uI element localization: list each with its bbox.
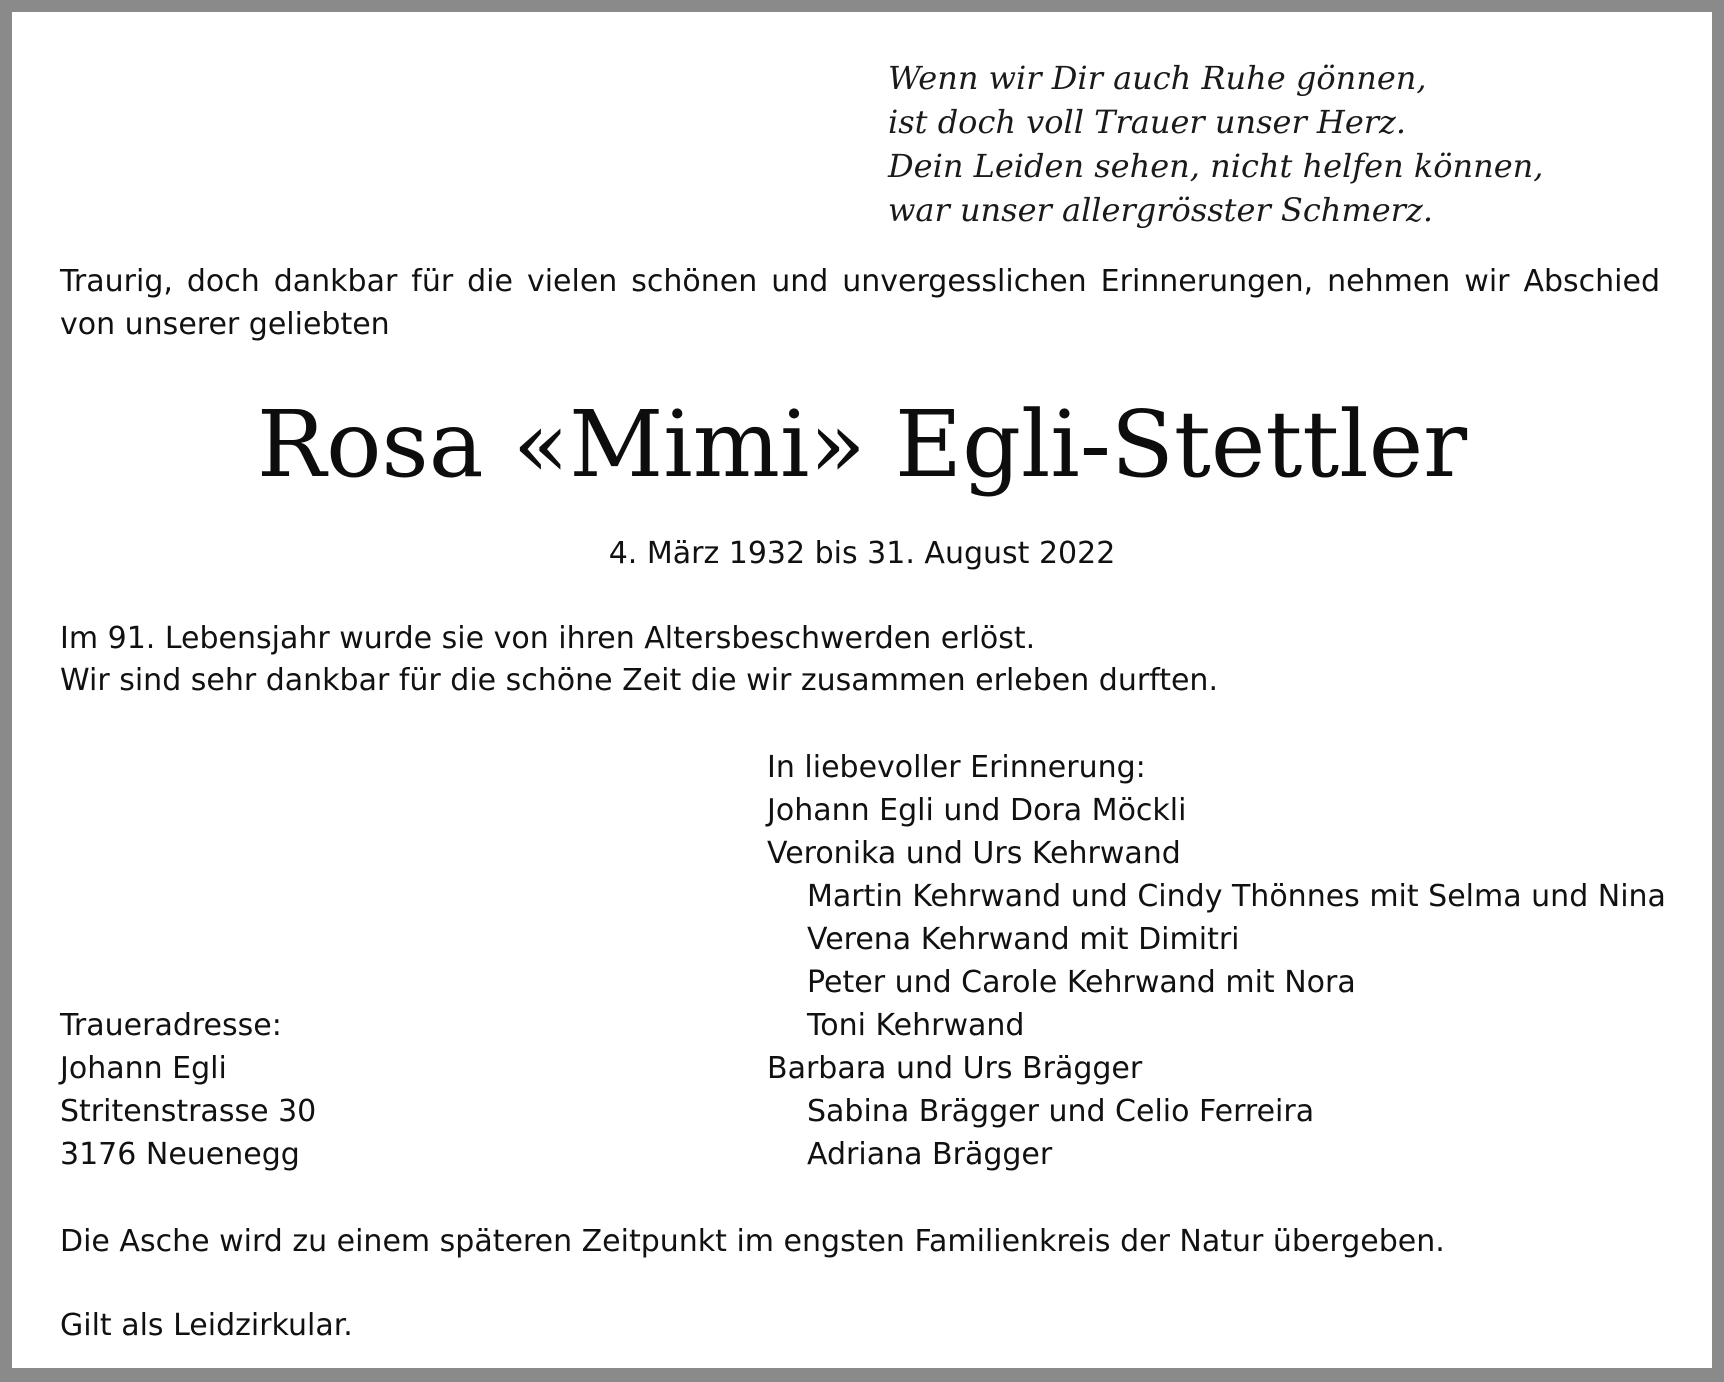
- circular-note: Gilt als Leidzirkular.: [60, 1308, 353, 1343]
- statement: [60, 618, 1660, 702]
- family-entry: Sabina Brägger und Celio Ferreira: [807, 1094, 1315, 1129]
- poem: [888, 56, 1688, 232]
- closing-text: Die Asche wird zu einem späteren Zeitpunkt im engsten Familienkreis der Natur übergeben.: [60, 1224, 1445, 1259]
- intro-text: Traurig, doch dankbar für die vielen schönen und unvergesslichen Erinnerungen, nehmen wir Abschied von unserer geliebten: [60, 264, 1660, 342]
- family-entry: Verena Kehrwand mit Dimitri: [807, 922, 1240, 957]
- mourning-address: [60, 1004, 660, 1176]
- address-label: Traueradresse:: [60, 1008, 282, 1043]
- life-dates: 4. März 1932 bis 31. August 2022: [608, 536, 1116, 571]
- family-heading: In liebevoller Erinnerung:: [767, 750, 1146, 785]
- family-entry: Veronika und Urs Kehrwand: [767, 836, 1181, 871]
- poem-line: Wenn wir Dir auch Ruhe gönnen,: [888, 59, 1427, 97]
- family-entry: Toni Kehrwand: [807, 1008, 1025, 1043]
- family-entry: Martin Kehrwand und Cindy Thönnes mit Selma und Nina: [807, 879, 1666, 914]
- poem-line: ist doch voll Trauer unser Herz.: [888, 103, 1407, 141]
- statement-line: Wir sind sehr dankbar für die schöne Zeit die wir zusammen erleben durften.: [60, 663, 1218, 698]
- poem-line: Dein Leiden sehen, nicht helfen können,: [888, 147, 1544, 185]
- family-entry: Johann Egli und Dora Möckli: [767, 793, 1187, 828]
- address-name: Johann Egli: [60, 1051, 227, 1086]
- family-list: [767, 746, 1707, 1176]
- family-entry: Peter und Carole Kehrwand mit Nora: [807, 965, 1356, 1000]
- statement-line: Im 91. Lebensjahr wurde sie von ihren Altersbeschwerden erlöst.: [60, 621, 1036, 656]
- address-city: 3176 Neuenegg: [60, 1137, 300, 1172]
- family-entry: Barbara und Urs Brägger: [767, 1051, 1143, 1086]
- deceased-name: Rosa «Mimi» Egli-Stettler: [256, 391, 1468, 498]
- poem-line: war unser allergrösster Schmerz.: [888, 191, 1433, 229]
- address-street: Stritenstrasse 30: [60, 1094, 317, 1129]
- family-entry: Adriana Brägger: [807, 1137, 1053, 1172]
- obituary-page: [12, 12, 1712, 1368]
